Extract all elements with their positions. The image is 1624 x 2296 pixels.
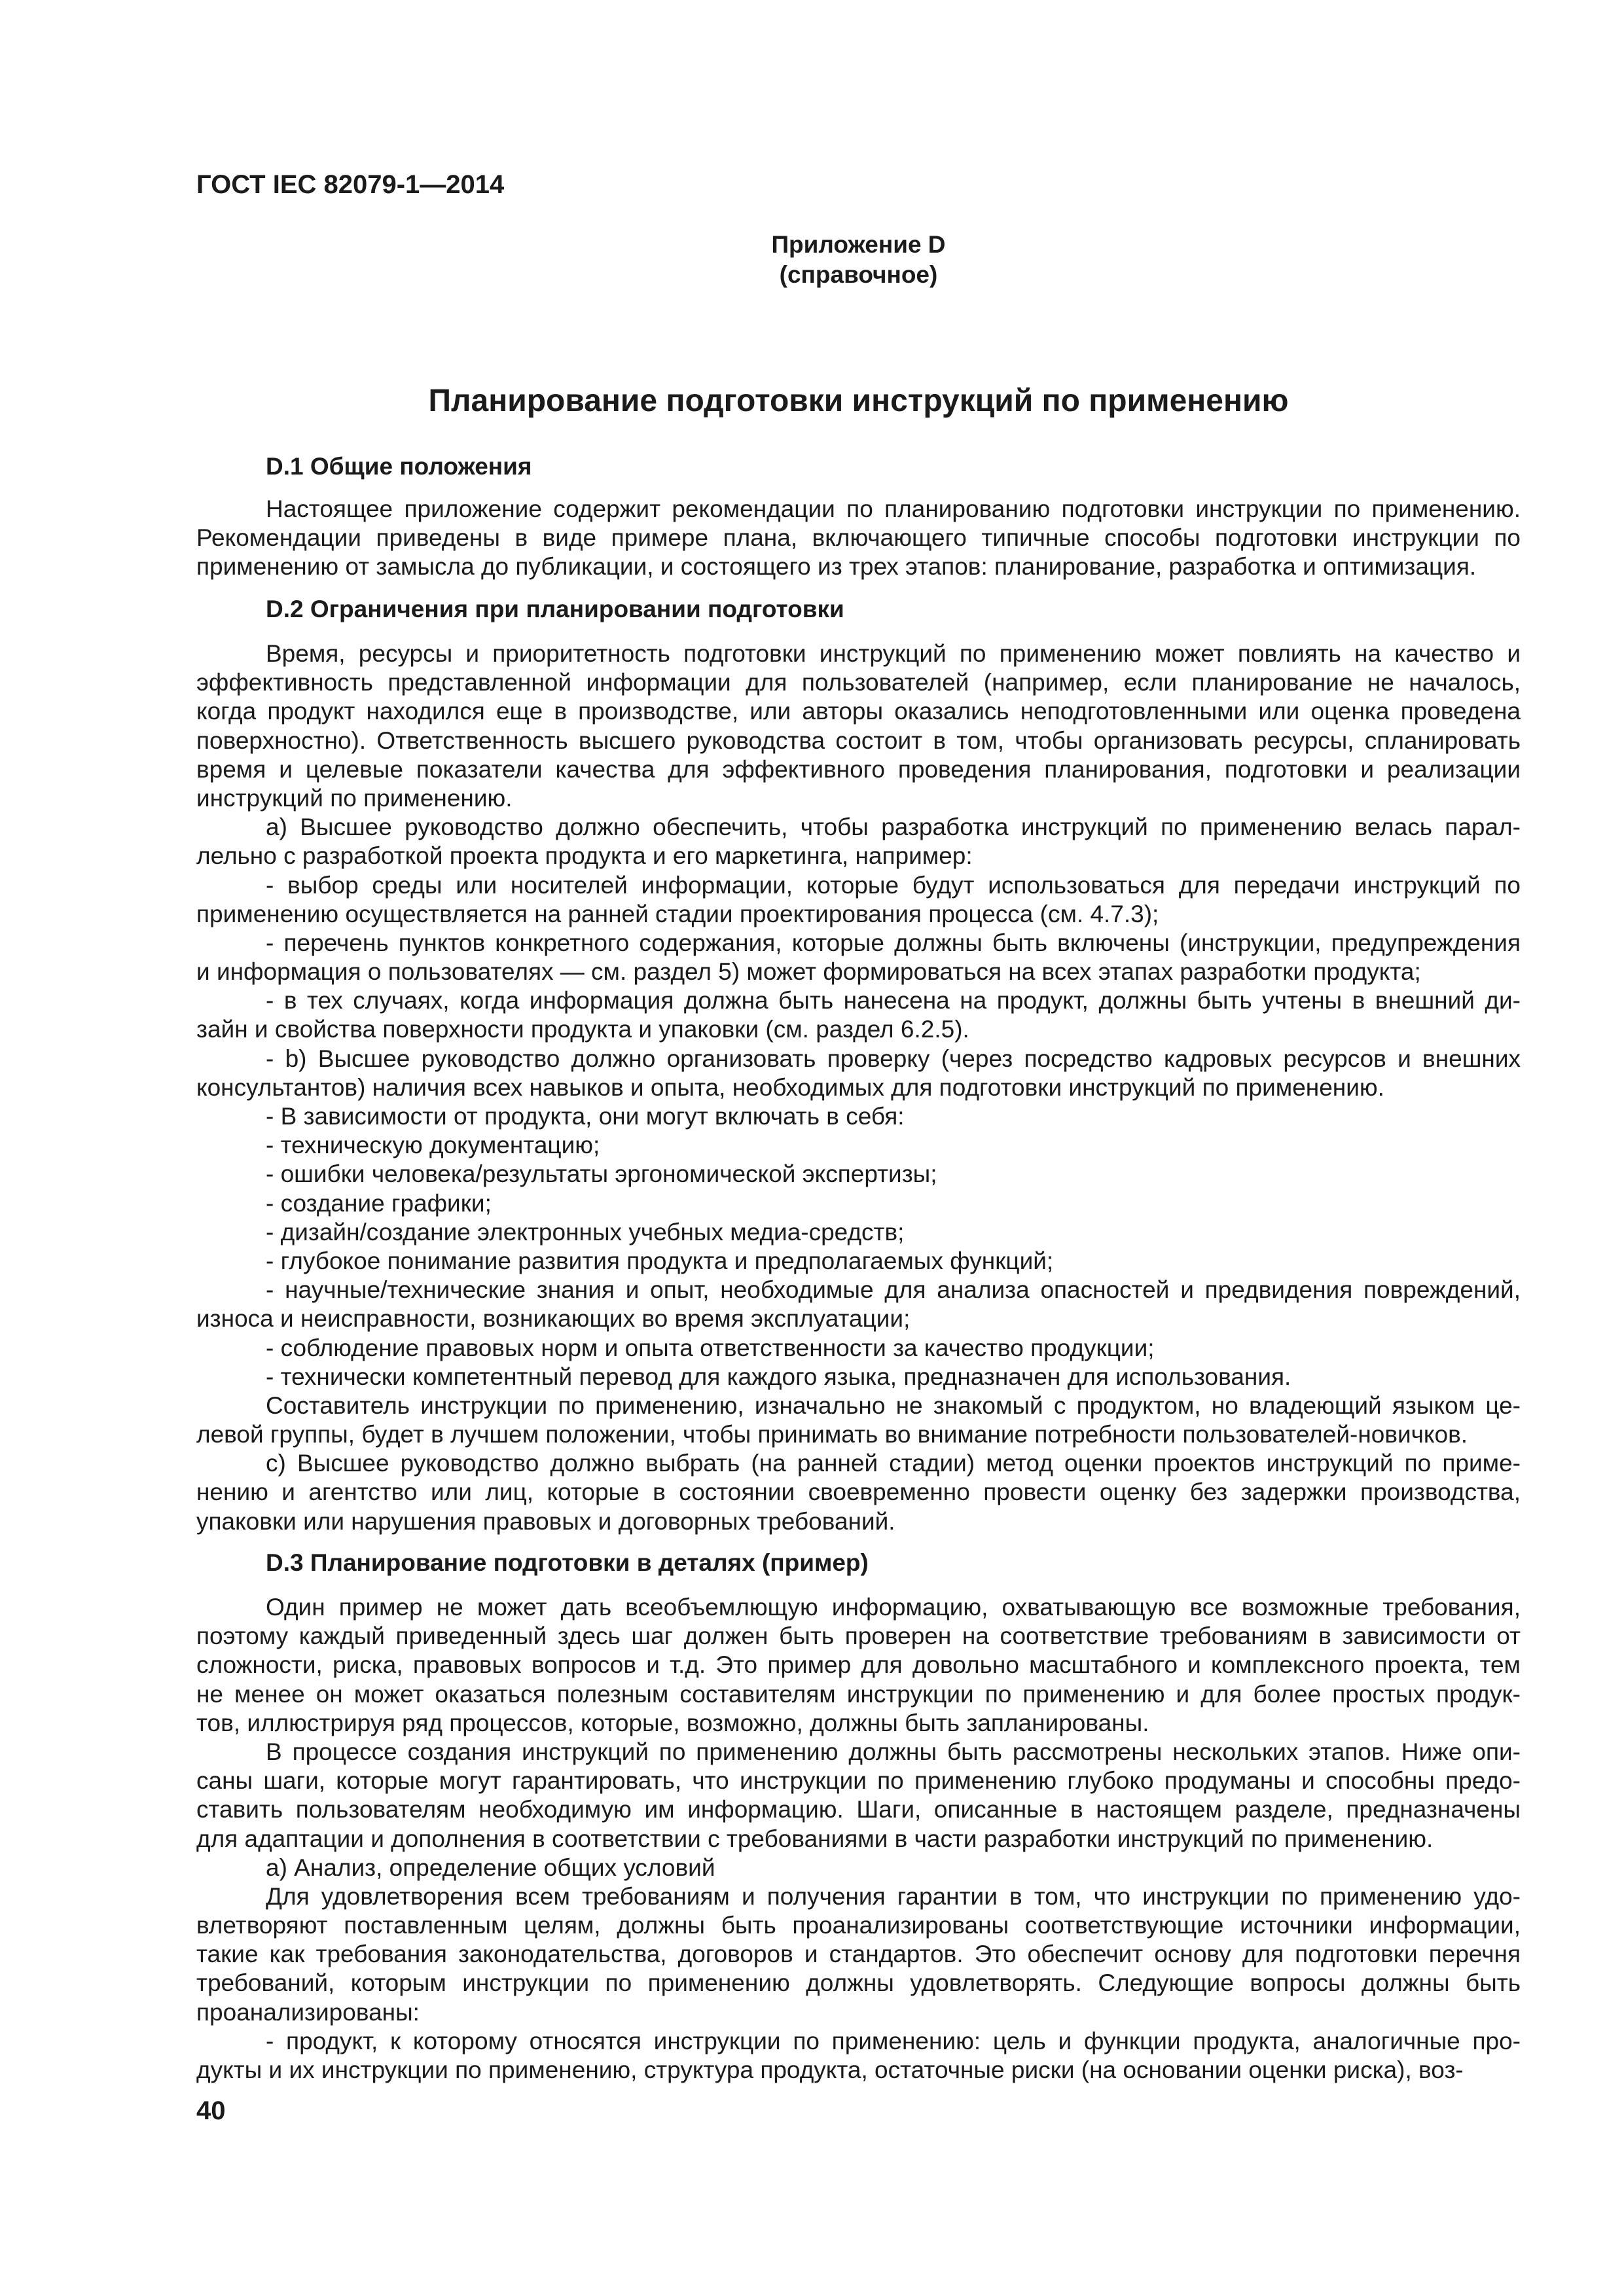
- section-heading: D.2 Ограничения при планировании подготовки: [266, 596, 844, 622]
- paragraph: [196, 1391, 1521, 1449]
- text-line: зайн и свойства поверхности продукта и упаковки (см. раздел 6.2.5).: [196, 1016, 969, 1043]
- text-line: - соблюдение правовых норм и опыта ответственности за качество продукции;: [266, 1334, 1155, 1361]
- text-line: В процессе создания инструкций по применению должны быть рассмотрены нескольких этапов. Ниже опи-: [266, 1738, 1521, 1765]
- section-heading: D.3 Планирование подготовки в деталях (пример): [266, 1549, 869, 1576]
- text-line: Составитель инструкции по применению, изначально не знакомый с продуктом, но владеющий языком це-: [266, 1391, 1521, 1419]
- section-body: [196, 639, 1521, 1536]
- section-body: [196, 495, 1521, 582]
- paragraph: [196, 1738, 1521, 1854]
- text-line: износа и неисправности, возникающих во время эксплуатации;: [196, 1305, 911, 1333]
- paragraph: [196, 813, 1521, 870]
- paragraph: [196, 871, 1521, 929]
- text-line: - В зависимости от продукта, они могут включать в себя:: [266, 1103, 905, 1130]
- paragraph: [196, 639, 1521, 813]
- paragraph: [196, 1276, 1521, 1333]
- document-code: ГОСТ IEC 82079-1—2014: [196, 170, 505, 199]
- text-line: поэтому каждый приведенный здесь шаг должен быть проверен на соответствие требованиям в зависимости от: [196, 1623, 1521, 1650]
- text-line: инструкций по применению.: [196, 784, 513, 812]
- text-line: такие как требования законодательства, договоров и стандартов. Это обеспечит основу для подготовки перечня: [196, 1941, 1521, 1968]
- text-line: Рекомендации приведены в виде примере плана, включающего типичные способы подготовки инструкции по: [196, 524, 1521, 552]
- paragraph: [196, 1131, 1521, 1160]
- text-line: эффективность представленной информации для пользователей (например, если планирование не началось,: [196, 669, 1521, 696]
- paragraph: [196, 1102, 1521, 1131]
- text-line: и информация о пользователях — см. раздел 5) может формироваться на всех этапах разработки продукта;: [196, 958, 1421, 986]
- paragraph: [196, 1045, 1521, 1102]
- text-line: - b) Высшее руководство должно организовать проверку (через посредство кадровых ресурсов и внешних: [266, 1045, 1521, 1072]
- text-line: - дизайн/создание электронных учебных медиа-средств;: [266, 1218, 905, 1246]
- text-line: когда продукт находился еще в производстве, или авторы оказались неподготовленными или оценка проведена: [196, 698, 1521, 725]
- paragraph: [196, 1218, 1521, 1247]
- paragraph: [196, 1189, 1521, 1218]
- text-line: проанализированы:: [196, 1998, 420, 2026]
- text-line: - научные/технические знания и опыт, необходимые для анализа опасностей и предвидения повреждений,: [266, 1276, 1521, 1304]
- text-line: - техническую документацию;: [266, 1132, 600, 1159]
- text-line: - продукт, к которому относятся инструкции по применению: цель и функции продукта, аналогичные про-: [266, 2027, 1521, 2054]
- text-line: - ошибки человека/результаты эргономической экспертизы;: [266, 1160, 937, 1188]
- text-line: Настоящее приложение содержит рекомендации по планированию подготовки инструкции по применению.: [266, 495, 1521, 522]
- text-line: - выбор среды или носителей информации, которые будут использоваться для передачи инструкций по: [266, 871, 1521, 899]
- page-number: 40: [196, 2096, 226, 2125]
- paragraph: [196, 1334, 1521, 1363]
- paragraph: [196, 1160, 1521, 1189]
- text-line: влетворяют поставленным целям, должны быть проанализированы соответствующие источники информации,: [196, 1912, 1521, 1939]
- text-line: поверхностно). Ответственность высшего руководства состоит в том, чтобы организовать ресурсы, спланировать: [196, 726, 1521, 754]
- text-line: левой группы, будет в лучшем положении, чтобы принимать во внимание потребности пользователей-новичков.: [196, 1421, 1468, 1448]
- paragraph: [196, 986, 1521, 1044]
- annex-type: (справочное): [779, 261, 938, 288]
- text-line: Время, ресурсы и приоритетность подготовки инструкций по применению может повлиять на качество и: [266, 640, 1521, 667]
- paragraph: [196, 1593, 1521, 1738]
- section-heading: D.1 Общие положения: [266, 453, 532, 480]
- text-line: упаковки или нарушения правовых и договорных требований.: [196, 1507, 895, 1535]
- paragraph: [196, 1449, 1521, 1536]
- annex-title: Планирование подготовки инструкций по применению: [428, 384, 1289, 418]
- text-line: применению осуществляется на ранней стадии проектирования процесса (см. 4.7.3);: [196, 900, 1159, 927]
- text-line: c) Высшее руководство должно выбрать (на ранней стадии) метод оценки проектов инструкций по приме-: [266, 1450, 1521, 1477]
- text-line: время и целевые показатели качества для эффективного проведения планирования, подготовки и реализации: [196, 755, 1521, 783]
- paragraph: [196, 1854, 1521, 1882]
- text-line: консультантов) наличия всех навыков и опыта, необходимых для подготовки инструкций по применению.: [196, 1073, 1384, 1101]
- text-line: нению и агентство или лиц, которые в состоянии своевременно провести оценку без задержки производства,: [196, 1479, 1521, 1506]
- text-line: - глубокое понимание развития продукта и предполагаемых функций;: [266, 1247, 1054, 1274]
- text-line: - технически компетентный перевод для каждого языка, предназначен для использования.: [266, 1363, 1291, 1390]
- text-line: - в тех случаях, когда информация должна быть нанесена на продукт, должны быть учтены в внешний ди-: [266, 987, 1521, 1014]
- text-line: ставить пользователям необходимую им информацию. Шаги, описанные в настоящем разделе, предназначены: [196, 1796, 1521, 1823]
- text-line: сложности, риска, правовых вопросов и т.д. Это пример для довольно масштабного и комплексного проекта, тем: [196, 1651, 1521, 1679]
- paragraph: [196, 929, 1521, 986]
- text-line: тов, иллюстрируя ряд процессов, которые, возможно, должны быть запланированы.: [196, 1709, 1149, 1736]
- text-line: Один пример не может дать всеобъемлющую информацию, охватывающую все возможные требования,: [266, 1594, 1521, 1621]
- text-line: применению от замысла до публикации, и состоящего из трех этапов: планирование, разработка и оптимизация.: [196, 553, 1477, 581]
- text-line: саны шаги, которые могут гарантировать, что инструкции по применению глубоко продуманы и способны предо-: [196, 1767, 1521, 1795]
- text-line: - перечень пунктов конкретного содержания, которые должны быть включены (инструкции, предупреждения: [266, 929, 1521, 956]
- paragraph: [196, 1363, 1521, 1391]
- text-line: для адаптации и дополнения в соответствии с требованиями в части разработки инструкций по применению.: [196, 1825, 1434, 1852]
- text-line: - создание графики;: [266, 1189, 492, 1217]
- text-line: не менее он может оказаться полезным составителям инструкции по применению и для более простых продук-: [196, 1680, 1521, 1708]
- paragraph: [196, 2027, 1521, 2085]
- text-line: требований, которым инструкции по применению должны удовлетворять. Следующие вопросы должны быть: [196, 1969, 1521, 1997]
- annex-label: Приложение D: [771, 231, 946, 258]
- paragraph: [196, 1882, 1521, 2027]
- text-line: a) Высшее руководство должно обеспечить, чтобы разработка инструкций по применению велась парал-: [266, 814, 1521, 841]
- annex-caption: [196, 230, 1521, 290]
- text-line: дукты и их инструкции по применению, структура продукта, остаточные риски (на основании оценки риска), воз-: [196, 2056, 1464, 2083]
- text-line: Для удовлетворения всем требованиям и получения гарантии в том, что инструкции по применению удо-: [266, 1882, 1521, 1910]
- paragraph: [196, 495, 1521, 582]
- text-line: лельно с разработкой проекта продукта и его маркетинга, например:: [196, 842, 973, 870]
- section-body: [196, 1593, 1521, 2085]
- paragraph: [196, 1247, 1521, 1276]
- text-line: a) Анализ, определение общих условий: [266, 1854, 715, 1881]
